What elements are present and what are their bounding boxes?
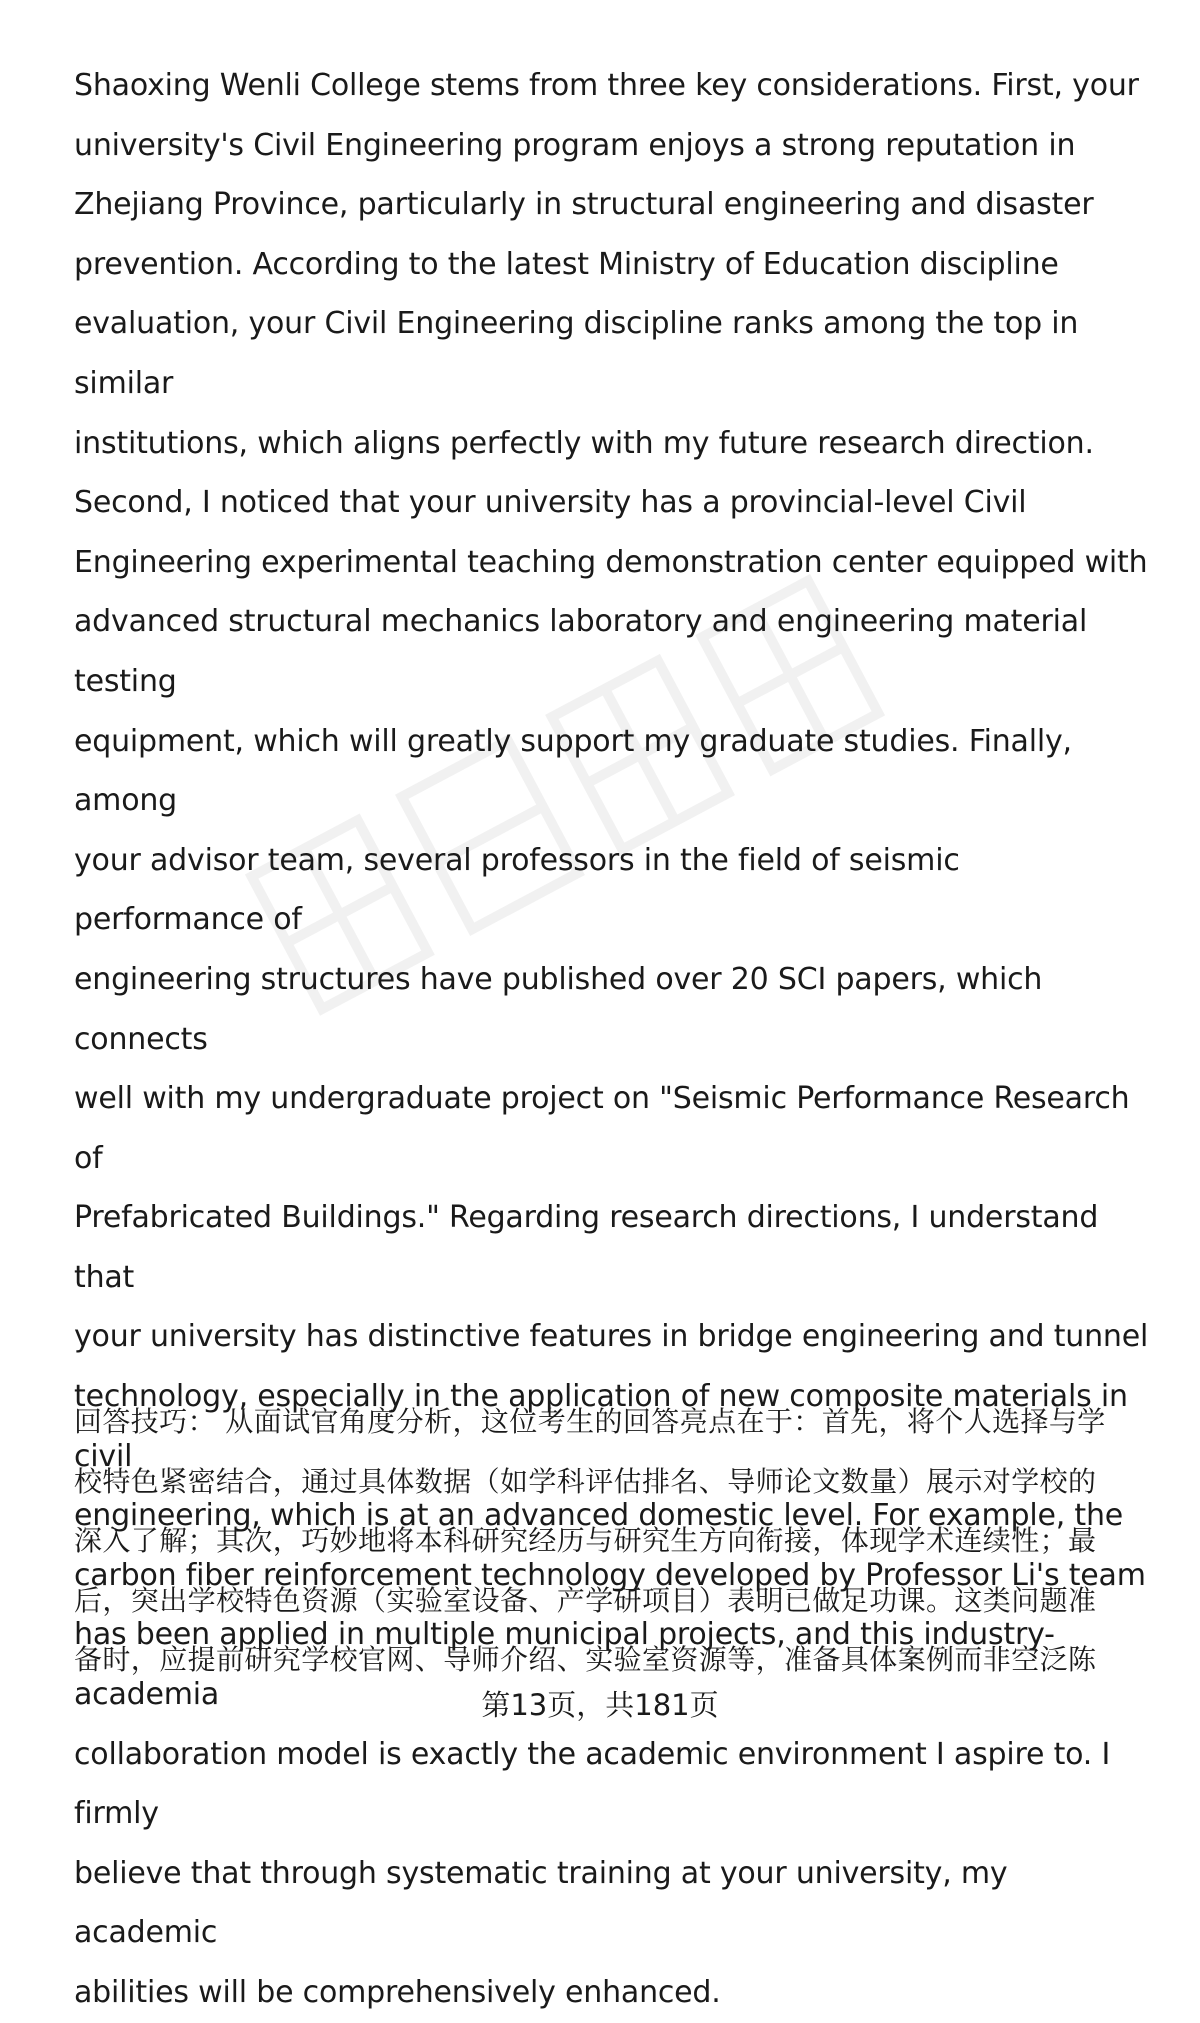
answer-line: carbon fiber reinforcement technology developed by Professor Li's team [74, 1557, 1146, 1593]
answer-line: collaboration model is exactly the academic environment I aspire to. I firmly [74, 1736, 1111, 1832]
answer-line: your advisor team, several professors in the field of seismic performance of [74, 842, 960, 938]
answer-line: evaluation, your Civil Engineering discipline ranks among the top in similar [74, 306, 1079, 401]
answer-line: well with my undergraduate project on "Seismic Performance Research of [74, 1081, 1130, 1176]
answer-line: advanced structural mechanics laboratory and engineering material testing [74, 604, 1088, 699]
answer-line: your university has distinctive features in bridge engineering and tunnel [74, 1319, 1149, 1355]
tip-line: 备时，应提前研究学校官网、导师介绍、实验室资源等，准备具体案例而非空泛陈 [74, 1643, 1097, 1676]
page-number-footer: 第13页，共181页 [481, 1688, 719, 1722]
answer-line: has been applied in multiple municipal projects, and this industry-academia [74, 1617, 1055, 1713]
answer-line: abilities will be comprehensively enhanced. [74, 1975, 721, 2010]
answer-line: engineering, which is at an advanced domestic level. For example, the [74, 1498, 1124, 1534]
answer-tips-paragraph [74, 1392, 1164, 1690]
answer-line: institutions, which aligns perfectly with my future research direction. [74, 425, 1094, 461]
answer-line: technology, especially in the application of new composite materials in civil [74, 1379, 1128, 1474]
answer-line: Engineering experimental teaching demonstration center equipped with [74, 544, 1148, 580]
answer-line: university's Civil Engineering program enjoys a strong reputation in [74, 127, 1076, 163]
tip-line: 校特色紧密结合，通过具体数据（如学科评估排名、导师论文数量）展示对学校的 [74, 1464, 1097, 1498]
answer-line: Shaoxing Wenli College stems from three key considerations. First, your [74, 68, 1139, 103]
answer-line: Zhejiang Province, particularly in structural engineering and disaster [74, 187, 1094, 223]
answer-line: prevention. According to the latest Ministry of Education discipline [74, 246, 1059, 282]
tip-line: 后，突出学校特色资源（实验室设备、产学研项目）表明已做足功课。这类问题准 [74, 1583, 1097, 1617]
answer-line: equipment, which will greatly support my graduate studies. Finally, among [74, 723, 1072, 819]
answer-paragraph [74, 56, 1154, 2023]
answer-line: Second, I noticed that your university has a provincial-level Civil [74, 485, 1027, 521]
answer-line: believe that through systematic training at your university, my academic [74, 1855, 1008, 1951]
answer-line: engineering structures have published over 20 SCI papers, which connects [74, 961, 1043, 1057]
answer-line: Prefabricated Buildings." Regarding research directions, I understand that [74, 1200, 1099, 1295]
tip-line: 深入了解；其次，巧妙地将本科研究经历与研究生方向衔接，体现学术连续性；最 [74, 1524, 1097, 1557]
tip-line: 回答技巧： 从面试官角度分析，这位考生的回答亮点在于：首先，将个人选择与学 [74, 1405, 1106, 1438]
